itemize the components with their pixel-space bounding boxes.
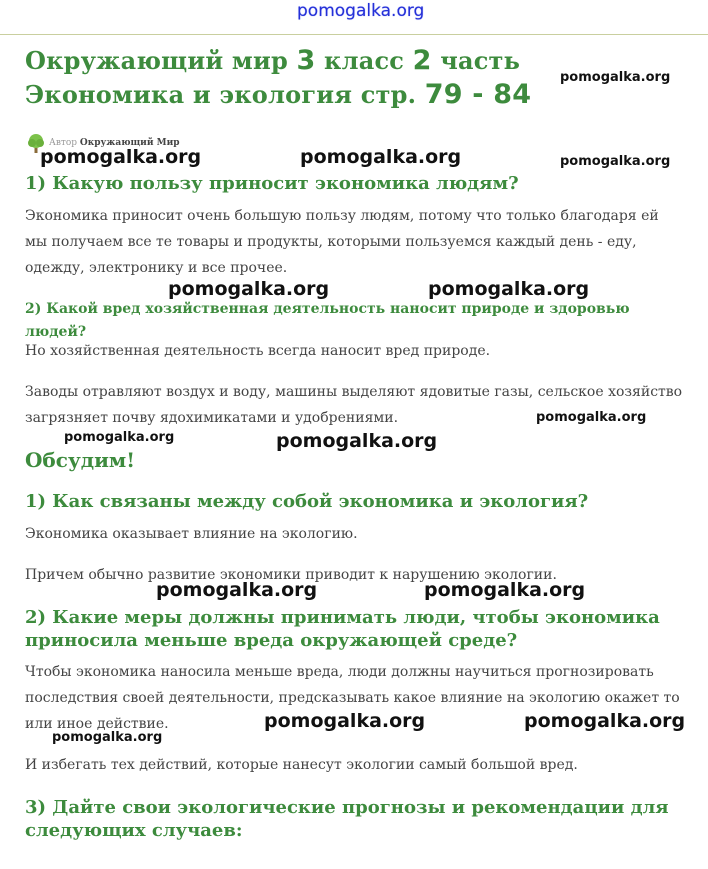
site-logo-link[interactable]: pomogalka.org [297, 1, 425, 21]
watermark: pomogalka.org [560, 70, 671, 85]
watermark: pomogalka.org [536, 410, 647, 425]
watermark: pomogalka.org [276, 430, 438, 452]
discuss-question-1: 1) Как связаны между собой экономика и экология? [25, 491, 589, 512]
watermark: pomogalka.org [428, 278, 590, 300]
answer-1: Экономика приносит очень большую пользу людям, потому что только благодаря ей мы получаем все те товары и продукты, которыми пользуемся каждый день - еду, одежду, электронику и все прочее. [25, 208, 659, 276]
title-pages: 79 - 84 [424, 79, 532, 110]
discuss-answer-1b: Причем обычно развитие экономики приводит к нарушению экологии. [25, 567, 557, 583]
title-part2: класс [315, 46, 413, 75]
watermark: pomogalka.org [40, 146, 202, 168]
watermark: pomogalka.org [52, 730, 163, 745]
discuss-question-3: 3) Дайте свои экологические прогнозы и рекомендации для следующих случаев: [25, 797, 669, 841]
title-part1: Окружающий мир [25, 46, 297, 75]
discuss-answer-2b: И избегать тех действий, которые нанесут экологии самый большой вред. [25, 757, 578, 773]
discuss-answer-2a: Чтобы экономика наносила меньше вреда, люди должны научиться прогнозировать последствия своей деятельности, предсказывать какое влияние на экологию окажет то или иное действие. [25, 664, 680, 732]
discuss-answer-1a: Экономика оказывает влияние на экологию. [25, 526, 358, 542]
author-prefix: Автор [49, 138, 80, 148]
site-header [0, 0, 708, 35]
discuss-question-2: 2) Какие меры должны принимать люди, чтобы экономика приносила меньше вреда окружающей среде? [25, 607, 660, 651]
watermark: pomogalka.org [424, 579, 586, 601]
watermark: pomogalka.org [64, 430, 175, 445]
answer-2b: Заводы отравляют воздух и воду, машины выделяют ядовитые газы, сельское хозяйство загрязняет почву ядохимикатами и удобрениями. [25, 384, 683, 426]
question-2: 2) Какой вред хозяйственная деятельность наносит природе и здоровью людей? [25, 301, 630, 340]
watermark: pomogalka.org [560, 154, 671, 169]
watermark: pomogalka.org [156, 579, 318, 601]
author-name-link[interactable]: Окружающий Мир [79, 138, 180, 148]
watermark: pomogalka.org [264, 710, 426, 732]
watermark: pomogalka.org [168, 278, 330, 300]
discuss-heading: Обсудим! [25, 448, 136, 472]
title-part3: часть Экономика и экология стр. [25, 46, 521, 109]
title-part-number: 2 [412, 45, 432, 76]
answer-2a: Но хозяйственная деятельность всегда наносит вред природе. [25, 343, 491, 359]
watermark: pomogalka.org [524, 710, 686, 732]
title-grade: 3 [296, 45, 316, 76]
question-1: 1) Какую пользу приносит экономика людям? [25, 173, 519, 194]
watermark: pomogalka.org [300, 146, 462, 168]
